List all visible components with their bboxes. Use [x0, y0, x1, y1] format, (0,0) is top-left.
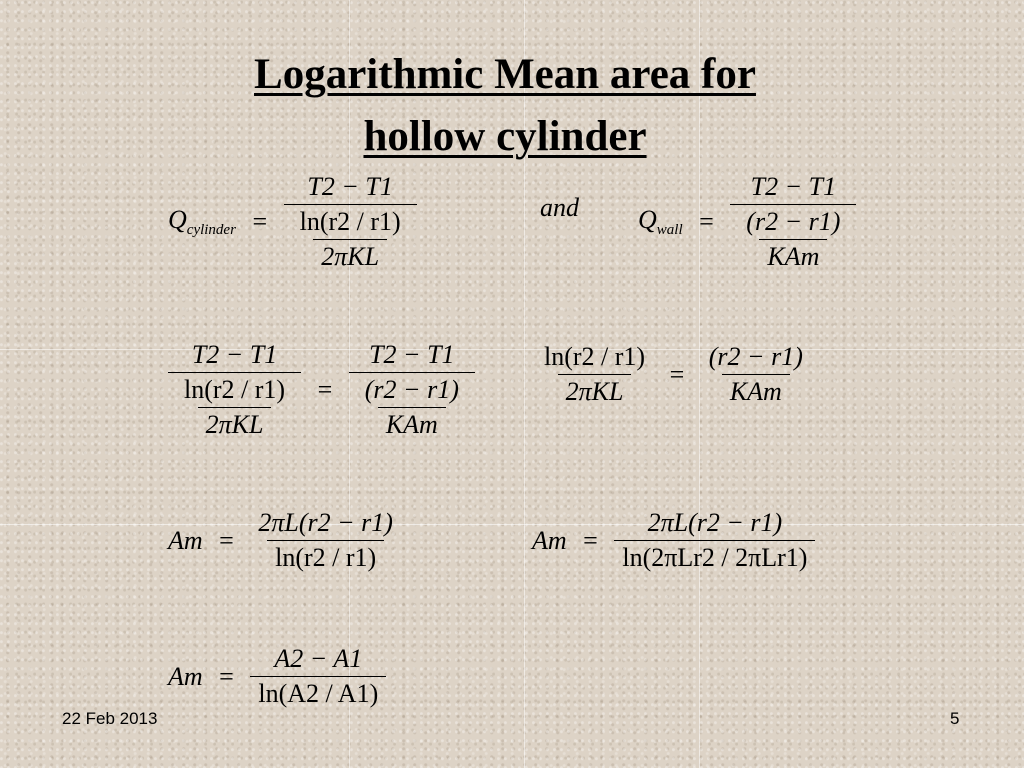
fraction-numerator: T2 − T1 — [307, 172, 393, 201]
fraction-denominator: KAm — [722, 374, 790, 407]
fraction-inner-numerator: (r2 − r1) — [746, 207, 841, 236]
title-line-2: hollow cylinder — [363, 113, 647, 160]
q-cylinder-equation: $Q_{cylinder}$ = $\frac{T2 - T1}{\frac{\ln(r2 / r1)}{\text{2πKL}}}$ — [168, 172, 417, 272]
am-formula-1: Am = $\frac{2\pi L(r2 - r1)}{\ln(r2 / r1)}$ — [168, 508, 401, 573]
fraction-numerator: 2πL(r2 − r1) — [258, 508, 393, 537]
q-subscript: cylinder — [186, 222, 236, 238]
fraction-inner-denominator: 2πKL — [313, 239, 387, 272]
q-symbol: Q — [168, 205, 187, 234]
fraction-inner-denominator: 2πKL — [198, 407, 272, 440]
fraction-inner-numerator: (r2 − r1) — [364, 375, 459, 404]
footer-date: 22 Feb 2013 — [62, 709, 158, 728]
title-line-1: Logarithmic Mean area for — [254, 51, 756, 98]
am-symbol: Am — [168, 661, 203, 691]
fraction-inner-denominator: KAm — [759, 239, 827, 272]
fraction-denominator: ln(A2 / A1) — [250, 676, 386, 709]
fraction-denominator: ln(r2 / r1) — [267, 540, 384, 573]
fraction-numerator: (r2 − r1) — [708, 342, 803, 371]
fraction-numerator: T2 − T1 — [750, 172, 837, 201]
fraction-denominator: 2πKL — [558, 374, 632, 407]
q-subscript: wall — [656, 222, 683, 238]
am-formula-3: Am = $\frac{A2 - A1}{\ln(A2 / A1)}$ — [168, 644, 386, 709]
conjunction-text: and — [540, 193, 579, 222]
fraction-numerator: T2 − T1 — [369, 340, 455, 369]
equality-resistance-equation: $\frac{\ln(r2 / r1)}{\text{2πKL}}$ = $\frac{(r2 - r1)}{\text{KAm}}$ — [536, 342, 811, 407]
q-wall-equation: $Q_{wall}$ = $\frac{T2 - T1}{\frac{(r2 - r1)}{\text{KAm}}}$ — [638, 172, 856, 272]
fraction-denominator: ln(2πLr2 / 2πLr1) — [614, 540, 815, 573]
grid-line — [0, 349, 1024, 350]
fraction-inner-denominator: KAm — [378, 407, 446, 440]
am-formula-2: Am = $\frac{2\pi L(r2 - r1)}{\text{ln(2πLr2 / 2πLr1)}}$ — [532, 508, 815, 573]
page-number: 5 — [950, 709, 960, 728]
am-symbol: Am — [168, 525, 203, 555]
fraction-numerator: T2 − T1 — [191, 340, 278, 369]
fraction-inner-numerator: ln(r2 / r1) — [299, 207, 401, 236]
am-symbol: Am — [532, 525, 567, 555]
fraction-inner-numerator: ln(r2 / r1) — [184, 375, 286, 404]
slide-title — [150, 44, 860, 168]
fraction-numerator: 2πL(r2 − r1) — [647, 508, 783, 537]
q-symbol: Q — [638, 205, 657, 234]
equality-temperature-equation: $\frac{T2 - T1}{\frac{\ln(r2 / r1)}{\text{2πKL}}}$ = $\frac{T2 - T1}{\frac{(r2 - r1)}{\text{KAm}}}$ — [168, 340, 475, 440]
fraction-numerator: ln(r2 / r1) — [544, 342, 646, 371]
grid-line — [0, 524, 1024, 525]
fraction-numerator: A2 − A1 — [274, 644, 363, 673]
